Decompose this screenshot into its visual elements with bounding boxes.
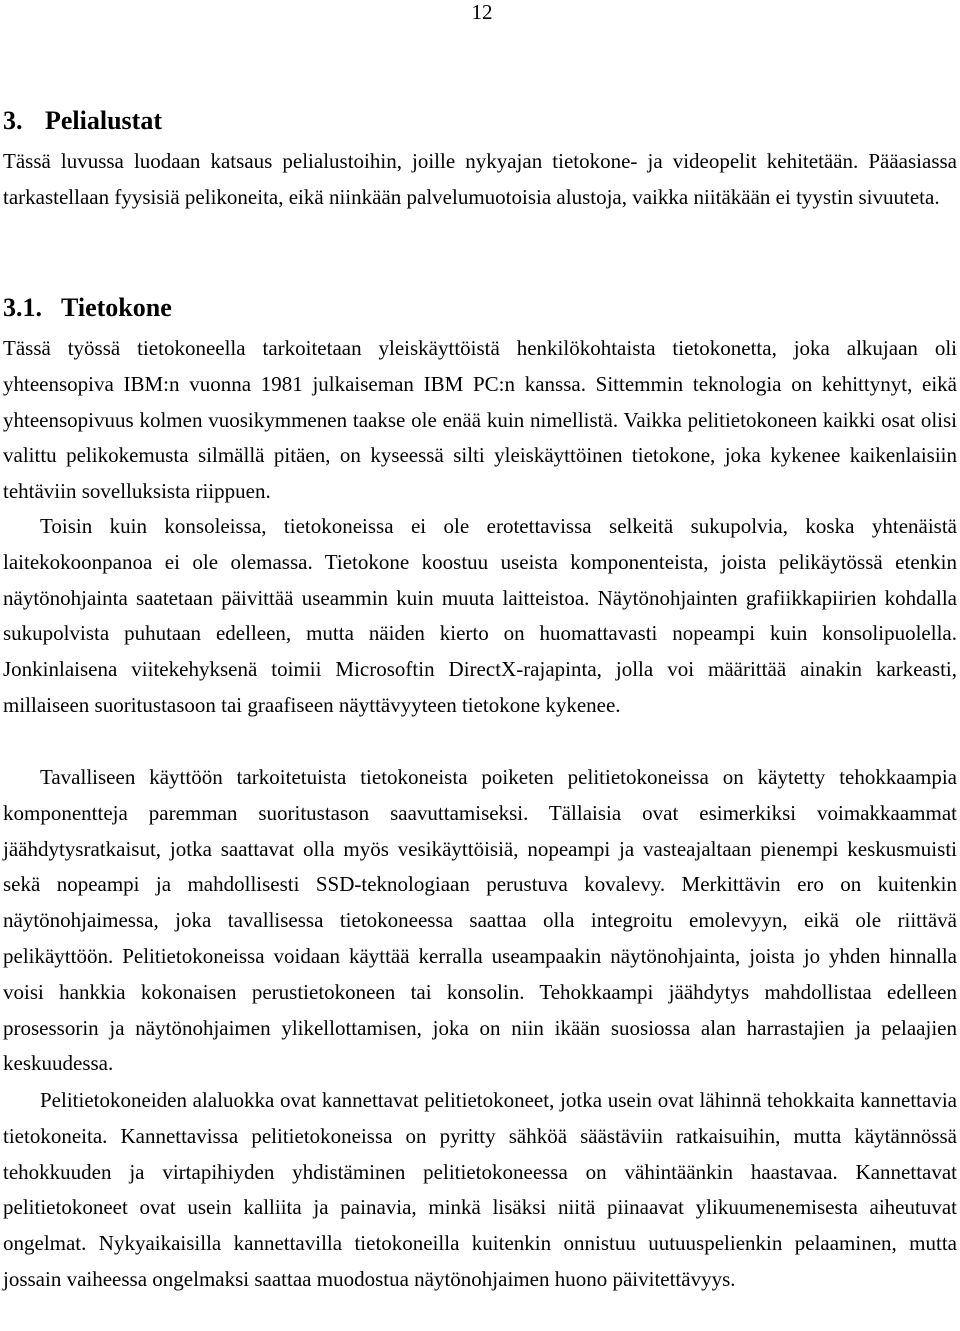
section-heading	[3, 104, 162, 138]
page-number: 12	[471, 0, 493, 24]
body-paragraph-4: Pelitietokoneiden alaluokka ovat kannettavat pelitietokoneet, jotka usein ovat lähinnä tehokkaita kannettavia tietokoneita. Kannettavissa pelitietokoneissa on pyritty sähköä säästäviin ratkaisuihin, mutta käytännössä tehokkuuden ja virtapihiyden yhdistäminen pelitietokoneessa on vähintäänkin haastavaa. Kannettavat pelitietokoneet ovat usein kalliita ja painavia, minkä lisäksi niitä piinaavat ylikuumenemisesta aiheutuvat ongelmat. Nykyaikaisilla kannettavilla tietokoneilla kuitenkin onnistuu uutuuspelienkin pelaaminen, mutta jossain vaiheessa ongelmaksi saattaa muodostua näytönohjaimen huono päivitettävyys.	[3, 1088, 957, 1291]
subsection-title: Tietokone	[61, 293, 172, 322]
section-title: Pelialustat	[45, 106, 162, 135]
body-paragraph-3: Tavalliseen käyttöön tarkoitetuista tietokoneista poiketen pelitietokoneissa on käytetty tehokkaampia komponentteja paremman suoritustason saavuttamiseksi. Tällaisia ovat esimerkiksi voimakkaammat jäähdytysratkaisut, jotka saattavat olla myös vesikäyttöisiä, nopeampi ja vasteajaltaan pienempi keskusmuisti sekä nopeampi ja mahdollisesti SSD-teknologiaan perustuva kovalevy. Merkittävin ero on kuitenkin näytönohjaimessa, joka tavallisessa tietokoneessa saattaa olla integroitu emolevyyn, eikä ole riittävä pelikäyttöön. Pelitietokoneissa voidaan käyttää kerralla useampaakin näytönohjainta, joista jo yhden hinnalla voisi hankkia kokonaisen perustietokoneen tai konsolin. Tehokkaampi jäähdytys mahdollistaa edelleen prosessorin ja näytönohjaimen ylikellottamisen, joka on niin ikään suosiossa alan harrastajien ja pelaajien keskuudessa.	[3, 765, 957, 1076]
body-paragraph-2: Toisin kuin konsoleissa, tietokoneissa ei ole erotettavissa selkeitä sukupolvia, koska yhtenäistä laitekokoonpanoa ei ole olemassa. Tietokone koostuu useista komponenteista, joista pelikäytössä etenkin näytönohjainta saatetaan päivittää useammin kuin muuta laitteistoa. Näytönohjainten grafiikkapiirien kohdalla sukupolvista puhutaan edelleen, mutta näiden kierto on huomattavasti nopeampi kuin konsolipuolella. Jonkinlaisena viitekehyksenä toimii Microsoftin DirectX-rajapinta, jolla voi määrittää ainakin karkeasti, millaiseen suoritustasoon tai graafiseen näyttävyyteen tietokone kykenee.	[3, 514, 957, 717]
section-intro-paragraph: Tässä luvussa luodaan katsaus pelialustoihin, joille nykyajan tietokone- ja videopelit kehitetään. Pääasiassa tarkastellaan fyysisiä pelikoneita, eikä niinkään palvelumuotoisia alustoja, vaikka niitäkään ei tyystin sivuuteta.	[3, 149, 957, 209]
section-number: 3.	[3, 106, 23, 135]
body-paragraph-1: Tässä työssä tietokoneella tarkoitetaan yleiskäyttöistä henkilökohtaista tietokonetta, joka alkujaan oli yhteensopiva IBM:n vuonna 1981 julkaiseman IBM PC:n kanssa. Sittemmin teknologia on kehittynyt, eikä yhteensopivuus kolmen vuosikymmenen taakse ole enää kuin nimellistä. Vaikka pelitietokoneen kaikki osat olisi valittu pelikokemusta silmällä pitäen, on kyseessä silti yleiskäyttöinen tietokone, joka kykenee kaikenlaisiin tehtäviin sovelluksista riippuen.	[3, 336, 957, 504]
subsection-heading	[3, 291, 172, 325]
subsection-number: 3.1.	[3, 293, 42, 322]
